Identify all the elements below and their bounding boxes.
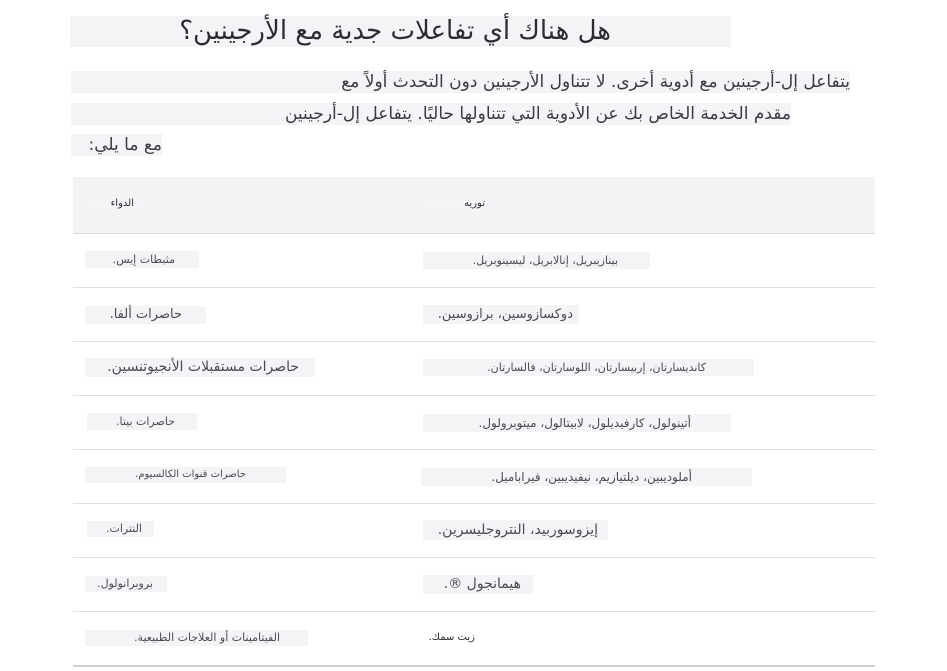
table-cell-example: هيمانجول ®.	[423, 575, 533, 594]
table-row	[73, 234, 875, 288]
table-cell-example: كانديسارتان، إربيسارتان، اللوسارتان، فالسارتان.	[423, 359, 754, 376]
table-cell-drug: بروبرانولول.	[85, 576, 167, 592]
table-cell-drug: النترات.	[87, 521, 154, 537]
vertical-scrollbar[interactable]	[921, 0, 947, 671]
table-row	[73, 504, 875, 558]
table-cell-drug: حاصرات بيتا.	[87, 413, 197, 430]
table-cell-example: إيزوسوربيد، النتروجليسرين.	[423, 520, 608, 540]
table-header-drug: الدواء	[85, 196, 148, 212]
table-cell-example: دوكسازوسين، برازوسين.	[423, 305, 579, 324]
table-cell-example: زيت سمك.	[428, 632, 475, 643]
table-row	[73, 288, 875, 342]
page-title: هل هناك أي تفاعلات جدية مع الأرجينين؟	[70, 16, 731, 47]
intro-paragraph-line-3: مع ما يلي:	[71, 134, 162, 156]
table-cell-example: بينازيبريل، إنالابريل، ليسينوبريل.	[423, 252, 650, 269]
table-row	[73, 450, 875, 504]
table-row	[73, 612, 875, 667]
table-cell-example: أملوديبين، ديلتيازيم، نيفيديبين، فيراباميل.	[421, 468, 752, 486]
table-cell-drug: مثبطات إيس.	[85, 251, 199, 268]
intro-paragraph-line-1: يتفاعل إل-أرجينين مع أدوية أخرى. لا تتناول الأرجينين دون التحدث أولاً مع	[71, 71, 850, 93]
table-cell-example: أتينولول، كارفيديلول، لابيتالول، ميتوبرولول.	[423, 414, 731, 432]
table-row	[73, 396, 875, 450]
table-header-example: توريه	[419, 196, 491, 212]
table-cell-drug: حاصرات مستقبلات الأنجيوتنسين.	[85, 358, 315, 377]
table-cell-drug: الفيتامينات أو العلاجات الطبيعية.	[85, 630, 308, 646]
table-row	[73, 558, 875, 612]
table-header-row	[73, 177, 875, 234]
table-cell-drug: حاصرات ألفا.	[85, 306, 206, 324]
table-row	[73, 342, 875, 396]
intro-paragraph-line-2: مقدم الخدمة الخاص بك عن الأدوية التي تتناولها حاليًا. يتفاعل إل-أرجينين	[71, 103, 791, 125]
table-cell-drug: حاصرات قنوات الكالسيوم.	[85, 467, 286, 483]
interactions-table	[73, 177, 875, 667]
